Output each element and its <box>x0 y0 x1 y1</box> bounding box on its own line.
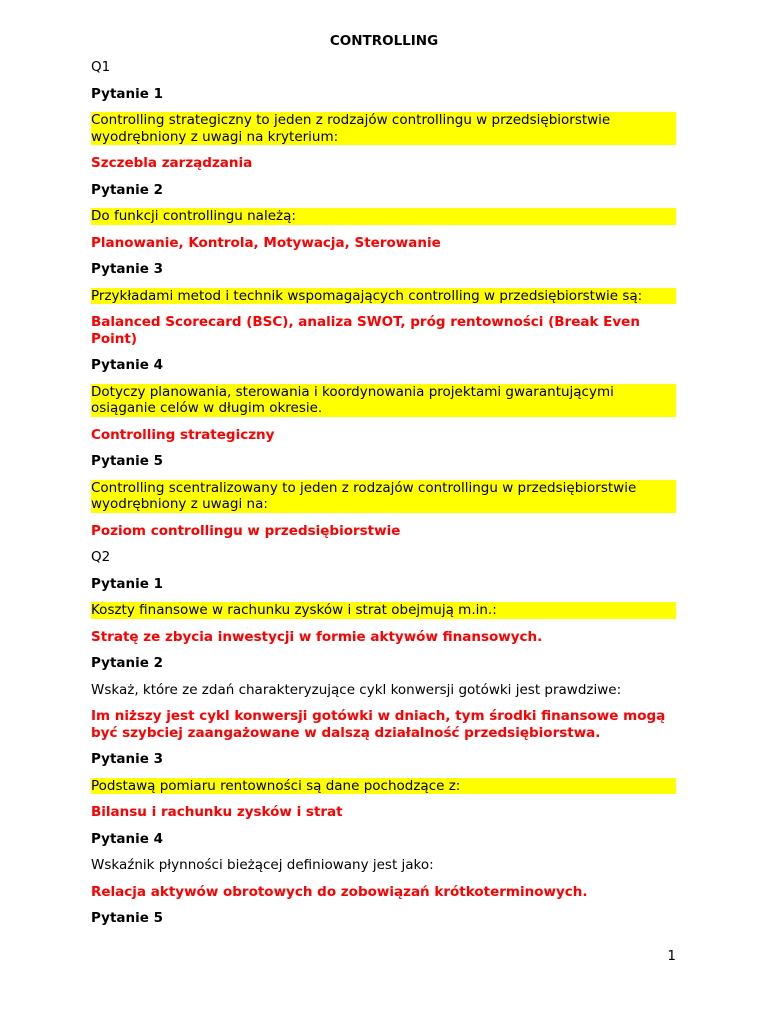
answer-text: Controlling strategiczny <box>91 426 275 443</box>
question-label: Pytanie 5 <box>91 453 163 469</box>
question-text: Podstawą pomiaru rentowności są dane pochodzące z: <box>91 778 676 795</box>
answer-text: Balanced Scorecard (BSC), analiza SWOT, próg rentowności (Break Even Point) <box>91 314 640 347</box>
question-label: Pytanie 3 <box>91 751 163 767</box>
answer-text: Bilansu i rachunku zysków i strat <box>91 804 343 820</box>
question-text: Wskaźnik płynności bieżącej definiowany jest jako: <box>91 857 434 873</box>
document-content <box>91 59 676 937</box>
question-label: Pytanie 5 <box>91 910 163 926</box>
question-label: Pytanie 3 <box>91 261 163 277</box>
answer-text: Planowanie, Kontrola, Motywacja, Sterowanie <box>91 234 441 251</box>
question-label: Pytanie 4 <box>91 830 163 847</box>
section-label-q1: Q1 <box>91 59 111 75</box>
question-label: Pytanie 1 <box>91 575 163 592</box>
answer-text: Stratę ze zbycia inwestycji w formie aktywów finansowych. <box>91 628 543 645</box>
question-text: Koszty finansowe w rachunku zysków i strat obejmują m.in.: <box>91 602 676 619</box>
question-text: Do funkcji controllingu należą: <box>91 208 676 225</box>
question-label: Pytanie 2 <box>91 655 163 671</box>
answer-text: Poziom controllingu w przedsiębiorstwie <box>91 522 401 539</box>
question-text: Wskaż, które ze zdań charakteryzujące cykl konwersji gotówki jest prawdziwe: <box>91 681 622 698</box>
document-title: CONTROLLING <box>329 33 439 49</box>
page-number: 1 <box>667 948 676 964</box>
answer-text: Relacja aktywów obrotowych do zobowiązań krótkoterminowych. <box>91 883 588 900</box>
question-text: Przykładami metod i technik wspomagających controlling w przedsiębiorstwie są: <box>91 288 676 305</box>
section-label-q2: Q2 <box>91 549 111 565</box>
answer-text: Szczebla zarządzania <box>91 155 253 171</box>
question-text: Controlling scentralizowany to jeden z rodzajów controllingu w przedsiębiorstwie wyodrębniony z uwagi na: <box>91 480 676 513</box>
answer-text: Im niższy jest cykl konwersji gotówki w dniach, tym środki finansowe mogą być szybciej zaangażowane w dalszą działalność przedsiębiorstwa. <box>91 708 666 741</box>
question-text: Dotyczy planowania, sterowania i koordynowania projektami gwarantującymi osiąganie celów w długim okresie. <box>91 384 676 417</box>
question-label: Pytanie 4 <box>91 357 163 373</box>
question-text: Controlling strategiczny to jeden z rodzajów controllingu w przedsiębiorstwie wyodrębniony z uwagi na kryterium: <box>91 112 676 145</box>
question-label: Pytanie 2 <box>91 181 163 198</box>
question-label: Pytanie 1 <box>91 85 163 102</box>
